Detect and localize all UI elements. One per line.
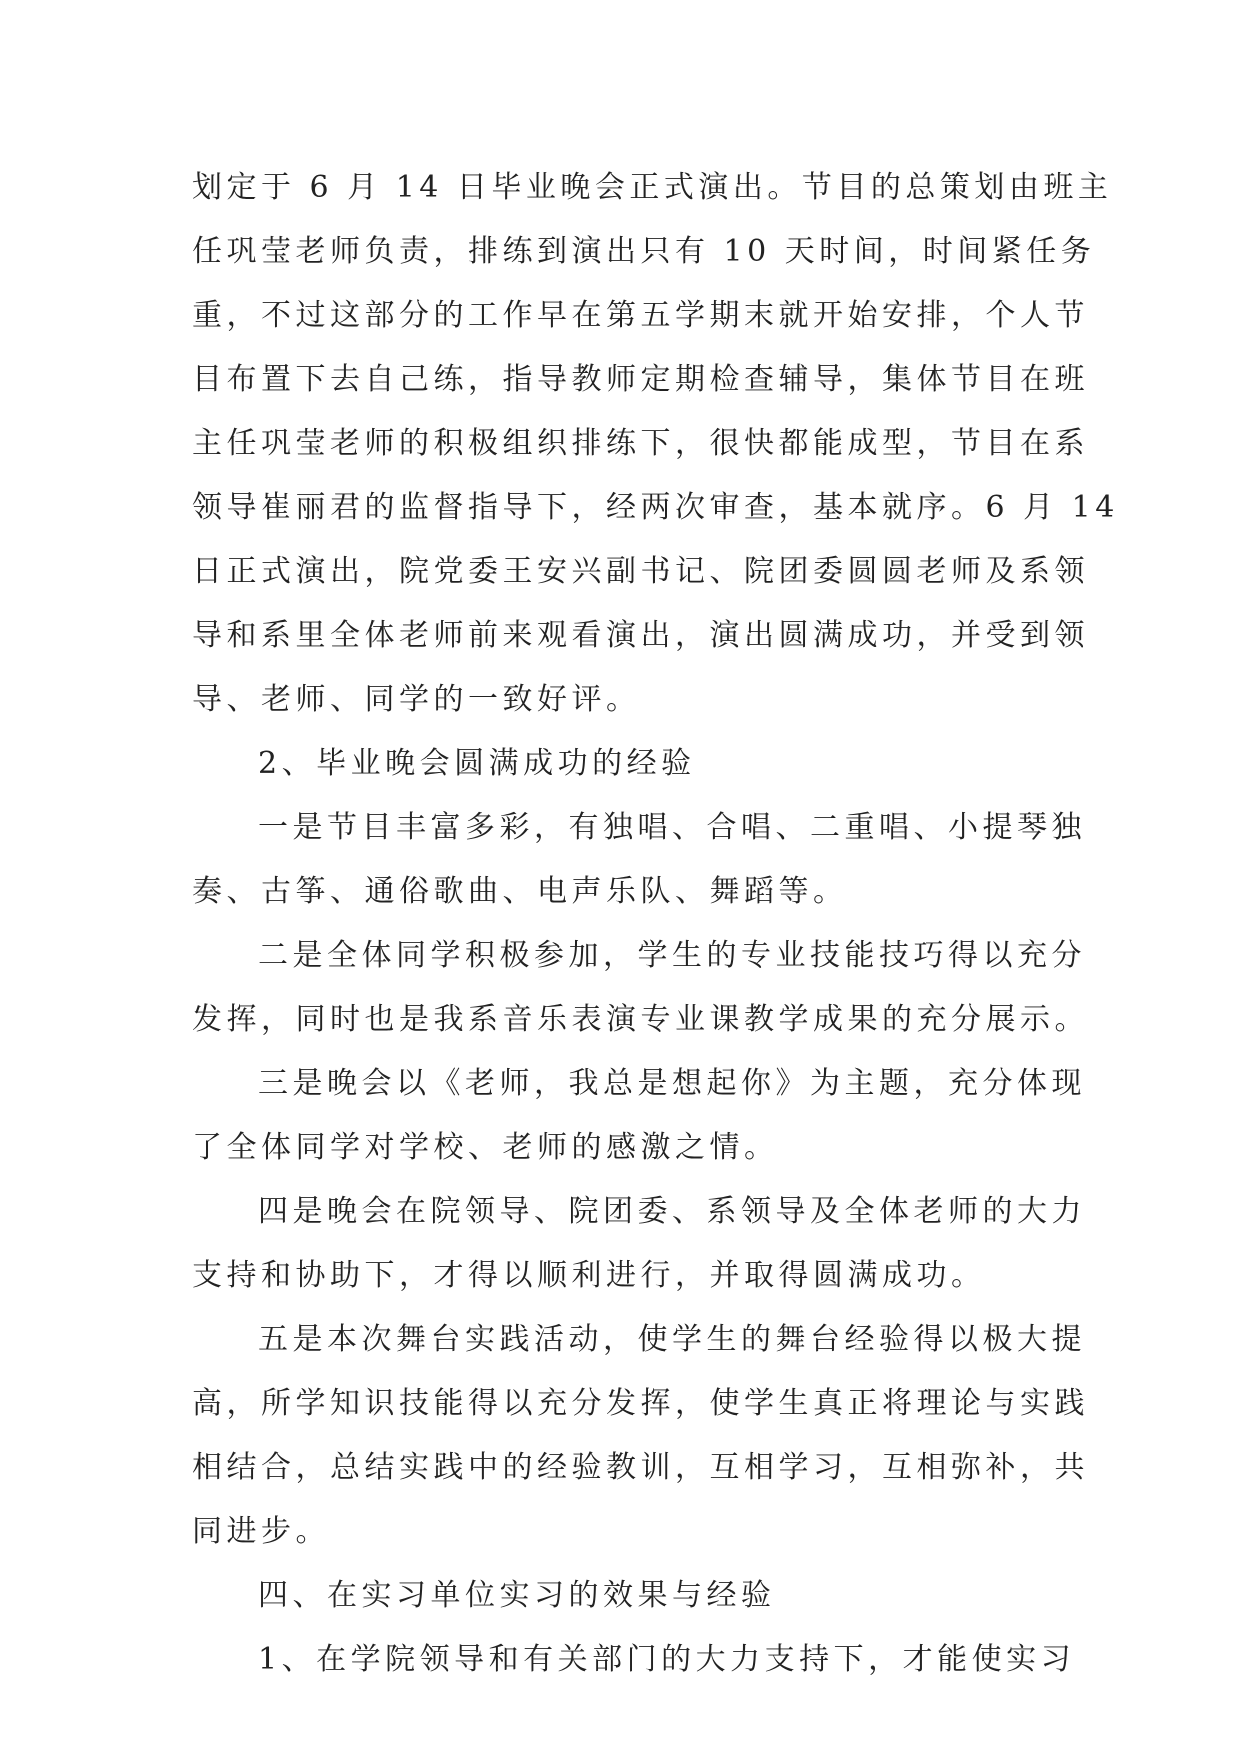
text-line: 导、老师、同学的一致好评。 — [192, 682, 641, 717]
text-line: 四、在实习单位实习的效果与经验 — [258, 1578, 776, 1613]
text-line: 三是晚会以《老师，我总是想起你》为主题，充分体现 — [258, 1066, 1086, 1101]
text-line: 划定于 6 月 14 日毕业晚会正式演出。节目的总策划由班主 — [192, 170, 1113, 205]
text-line: 重，不过这部分的工作早在第五学期末就开始安排，个人节 — [192, 298, 1089, 333]
text-line: 主任巩莹老师的积极组织排练下，很快都能成型，节目在系 — [192, 426, 1089, 461]
text-line: 2、毕业晚会圆满成功的经验 — [258, 746, 696, 781]
text-line: 五是本次舞台实践活动，使学生的舞台经验得以极大提 — [258, 1322, 1086, 1357]
text-line: 发挥，同时也是我系音乐表演专业课教学成果的充分展示。 — [192, 1002, 1089, 1037]
text-line: 目布置下去自己练，指导教师定期检查辅导，集体节目在班 — [192, 362, 1089, 397]
text-line: 同进步。 — [192, 1514, 330, 1549]
text-line: 一是节目丰富多彩，有独唱、合唱、二重唱、小提琴独 — [258, 810, 1086, 845]
text-line: 1、在学院领导和有关部门的大力支持下，才能使实习 — [258, 1642, 1076, 1677]
text-line: 相结合，总结实践中的经验教训，互相学习，互相弥补，共 — [192, 1450, 1089, 1485]
text-line: 了全体同学对学校、老师的感激之情。 — [192, 1130, 779, 1165]
text-line: 任巩莹老师负责，排练到演出只有 10 天时间，时间紧任务 — [192, 234, 1096, 269]
text-line: 支持和协助下，才得以顺利进行，并取得圆满成功。 — [192, 1258, 986, 1293]
text-line: 领导崔丽君的监督指导下，经两次审查，基本就序。6 月 14 — [192, 490, 1119, 525]
text-line: 日正式演出，院党委王安兴副书记、院团委圆圆老师及系领 — [192, 554, 1089, 589]
text-line: 二是全体同学积极参加，学生的专业技能技巧得以充分 — [258, 938, 1086, 973]
text-line: 奏、古筝、通俗歌曲、电声乐队、舞蹈等。 — [192, 874, 848, 909]
text-line: 高，所学知识技能得以充分发挥，使学生真正将理论与实践 — [192, 1386, 1089, 1421]
document-body — [192, 156, 1119, 1692]
text-line: 四是晚会在院领导、院团委、系领导及全体老师的大力 — [258, 1194, 1086, 1229]
text-line: 导和系里全体老师前来观看演出，演出圆满成功，并受到领 — [192, 618, 1089, 653]
